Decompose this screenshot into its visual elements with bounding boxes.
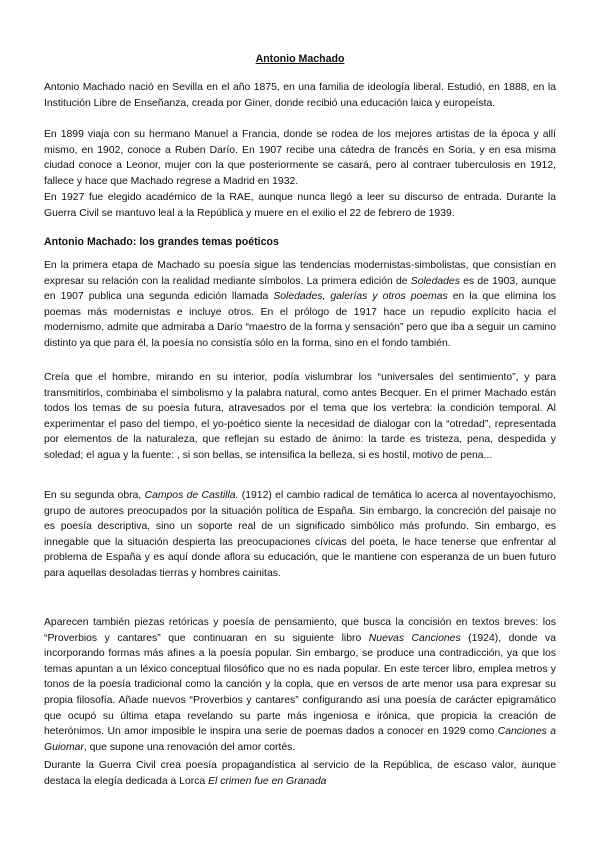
paragraph-civil-war [44,758,556,789]
text-run: (1912) el cambio radical de temática lo acerca al noventayochismo, grupo de autores preocupados por la situación política de España. Sin embargo, la concreción del paisaje no es poesía descriptiva, sino un soporte real de un significado simbólico más profundo. Sin embargo, es innegable que la situación despierta las preocupaciones cívicas del poeta, le hace tenerse que enfrentar al problema de España y es aquí donde aflora su educación, que le mantiene con esperanza de un buen futuro para aquellas desoladas tierras y hombres cainitas. [44,490,556,579]
paragraph-second-work [44,488,556,582]
book-title-canciones-a-guiomar: Canciones a Guiomar [44,726,556,753]
paragraph-universal-feelings: Creía que el hombre, mirando en su interior, podía vislumbrar los “universales del sentimiento”, y para transmitirlos, combinaba el simbolismo y la palabra natural, como antes Becquer. En el primer Machado están todos los temas de su poesía futura, atravesados por el tema que los vertebra: la condición temporal. Al experimentar el paso del tiempo, el yo-poético siente la necesidad de dialogar con la “otredad”, representada por elementos de la naturaleza, que reflejan su estado de ánimo: la tarde es tristeza, pena, despedida y soledad; el agua y la fuente: , si son bellas, se intensifica la belleza, si es hostil, motivo de pena... [44,372,556,461]
book-title-soledades: Soledades [410,275,460,287]
paragraph-biography-early: Antonio Machado nació en Sevilla en el año 1875, en una familia de ideología liberal. Estudió, en 1888, en la Institución Libre de Enseñanza, creada por Giner, donde recibió una educación laica y europeísta. [44,82,556,109]
text-run: es de 1903, aunque en 1907 publica una segunda edición llamada [44,275,556,303]
paragraph-biography-france-soria: En 1899 viaja con su hermano Manuel a Francia, donde se rodea de los mejores artistas de la época y allí mismo, en 1902, conoce a Ruben Darío. En 1907 recibe una cátedra de francés en Soria, y en esa misma ciudad conoce a Leonor, mujer con la que posteriormente se casará, pero al contraer tuberculosis en 1912, fallece y hace que Machado regrese a Madrid en 1932. [44,129,556,187]
book-title-nuevas-canciones: Nuevas Canciones [368,632,461,644]
section-heading-poetic-themes: Antonio Machado: los grandes temas poéticos [44,236,279,248]
text-run: Aparecen también piezas retóricas y poesía de pensamiento, que busca la concisión en textos breves: los “Proverbios y cantares” que continuaran en su siguiente libro [44,617,556,644]
book-title-soledades-galerias: Soledades, galerías y otros poemas [273,291,448,303]
document-title: Antonio Machado [255,53,345,65]
paragraph-biography-rae-exile: En 1927 fue elegido académico de la RAE, aunque nunca llegó a leer su discurso de entrada. Durante la Guerra Civil se mantuvo leal a la República y muere en el exilio el 22 de febrero de 1939. [44,192,556,219]
text-run: En su segunda obra, [44,490,145,501]
text-run: (1924), donde va incorporando formas más afines a la poesía popular. Sin embargo, se produce una contradicción, ya que los temas apuntan a un léxico conceptual filosófico que no es nada popular. En este tercer libro, emplea metros y tonos de la poesía tradicional como la canción y la copla, que en versos de arte menor usa para expresar su propia filosofía. Añade nuevos “Proverbios y cantares” configurando así una poesía de carácter epigramático que ocupó su última etapa revelando su parte más ingeniosa e irónica, que propicia la creación de heterónimos. Un amor imposible le inspira una serie de poemas dados a conocer en 1929 como [44,632,557,738]
text-run: , que supone una renovación del amor cortés. [83,741,296,753]
paragraph-third-book [44,615,556,755]
text-run: Durante la Guerra Civil crea poesía propagandística al servicio de la República, de escaso valor, aunque destaca la elegía dedicada a Lorca [44,760,556,787]
paragraph-first-stage [44,258,556,352]
poem-title-el-crimen: El crimen fue en Granada [208,775,327,787]
book-title-campos-de-castilla: Campos de Castilla. [144,490,239,501]
text-run: En la primera etapa de Machado su poesía sigue las tendencias modernistas-simbolistas, que consistían en expresar su relación con la realidad mediante símbolos. La primera edición de [44,260,556,287]
text-run: en la que elimina los poemas más modernistas e incluye otros. En el prólogo de 1917 hace un repudio explícito hacia el modernismo, admite que admiraba a Darío “maestro de la forma y sensación” pero que iba a seguir un camino distinto ya que para él, la poesía no consistía sólo en la forma, sino en el fondo también. [44,291,556,349]
